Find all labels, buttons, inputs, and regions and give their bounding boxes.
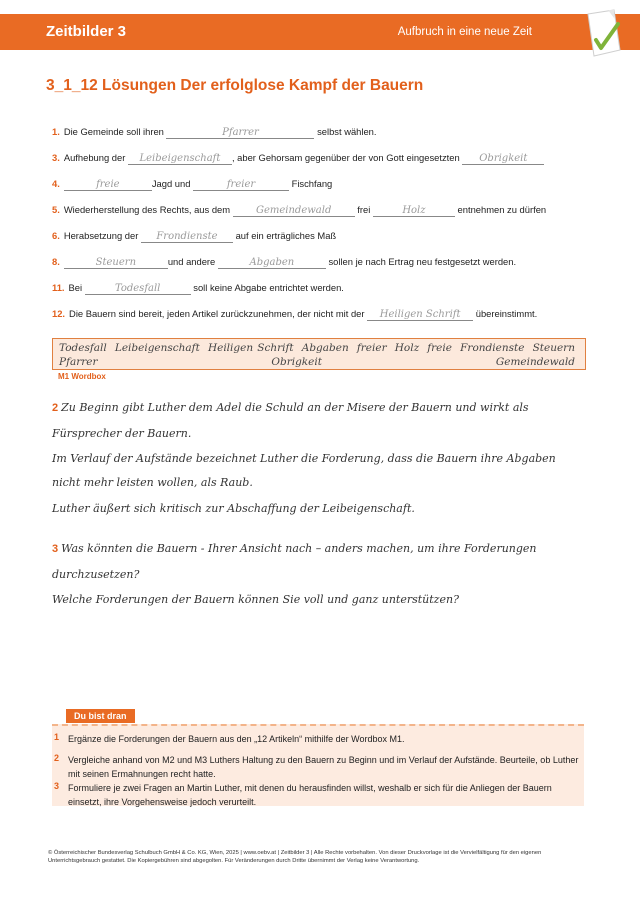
article-8: 8. Steuern und andere Abgaben sollen je nach Ertrag neu festgesetzt werden.: [52, 256, 517, 268]
task-2-line: 2 Zu Beginn gibt Luther dem Adel die Schuld an der Misere der Bauern und wirkt als: [52, 401, 529, 414]
answer-blank: Frondienste: [156, 231, 218, 242]
book-title: Zeitbilder 3: [46, 23, 127, 40]
wordbox-word: Frondienste: [460, 342, 525, 354]
wordbox-label: M1 Wordbox: [58, 372, 106, 381]
answer-blank: Pfarrer: [222, 127, 259, 138]
answer-blank: Gemeindewald: [255, 205, 332, 216]
article-11: 11. Bei Todesfall soll keine Abgabe entrichtet werden.: [52, 282, 344, 294]
task-3-line: durchzusetzen?: [52, 568, 140, 581]
answer-blank: freier: [226, 179, 256, 190]
task-2-line: Fürsprecher der Bauern.: [52, 427, 192, 440]
wordbox-word: Gemeindewald: [495, 356, 576, 368]
page-title: 3_1_12 Lösungen Der erfolglose Kampf der Bauern: [46, 77, 424, 94]
wordbox-word: Obrigkeit: [271, 356, 322, 368]
wordbox-word: Leibeigenschaft: [114, 342, 200, 354]
document-check-icon: [574, 6, 630, 62]
task-2-line: Luther äußert sich kritisch zur Abschaffung der Leibeigenschaft.: [52, 502, 415, 515]
wordbox: [52, 338, 586, 370]
answer-blank: Steuern: [95, 257, 137, 268]
panel-tab: Du bist dran: [66, 709, 135, 723]
wordbox-word: Steuern: [532, 342, 575, 354]
task-3-line: Welche Forderungen der Bauern können Sie voll und ganz unterstützen?: [52, 593, 459, 606]
answer-blank: Leibeigenschaft: [139, 153, 221, 164]
article-12: 12. Die Bauern sind bereit, jeden Artikel zurückzunehmen, der nicht mit der Heiligen Schrift übereinstimmt.: [52, 308, 538, 320]
wordbox-word: Pfarrer: [59, 356, 98, 368]
series-title: Aufbruch in eine neue Zeit: [397, 26, 532, 38]
wordbox-word: Heiligen Schrift: [207, 342, 294, 354]
header-bar: [0, 14, 640, 50]
answer-blank: Holz: [402, 205, 426, 216]
article-4: 4. freie Jagd und freier Fischfang: [52, 178, 333, 190]
task-2-line: nicht mehr leisten wollen, als Raub.: [52, 476, 253, 489]
article-1: 1. Die Gemeinde soll ihren Pfarrer selbst wählen.: [52, 126, 377, 138]
answer-blank: Obrigkeit: [479, 153, 528, 164]
article-6: 6. Herabsetzung der Frondienste auf ein erträgliches Maß: [52, 230, 337, 242]
copyright-footer: © Österreichischer Bundesverlag Schulbuch GmbH & Co. KG, Wien, 2025 | www.oebv.at | Zeitbilder 3 | Alle Rechte vorbehalten. Von dieser Druckvorlage ist die Vervielfältigung für den eigenen Unterrichtsgebrauch gestattet. Die Kopiergebühren sind abgegolten. Für Veränderungen durch Dritte übernimmt der Verlag keine Verantwortung.: [48, 850, 542, 864]
wordbox-word: Holz: [394, 342, 420, 354]
wordbox-word: freier: [356, 342, 387, 354]
answer-blank: Abgaben: [249, 257, 295, 268]
answer-blank: freie: [96, 179, 120, 190]
task-2-line: Im Verlauf der Aufstände bezeichnet Luther die Forderung, dass die Bauern ihre Abgaben: [52, 452, 556, 465]
article-3: 3. Aufhebung der Leibeigenschaft , aber Gehorsam gegenüber der von Gott eingesetzten Obrigkeit: [52, 152, 544, 165]
task-3-line: 3 Was könnten die Bauern - Ihrer Ansicht nach – anders machen, um ihre Forderungen: [52, 542, 537, 555]
wordbox-word: Abgaben: [301, 342, 349, 354]
article-5: 5. Wiederherstellung des Rechts, aus dem Gemeindewald frei Holz entnehmen zu dürfen: [52, 204, 547, 216]
answer-blank: Heiligen Schrift: [379, 309, 461, 320]
answer-blank: Todesfall: [114, 283, 161, 294]
wordbox-word: freie: [427, 342, 452, 354]
wordbox-word: Todesfall: [59, 342, 107, 354]
